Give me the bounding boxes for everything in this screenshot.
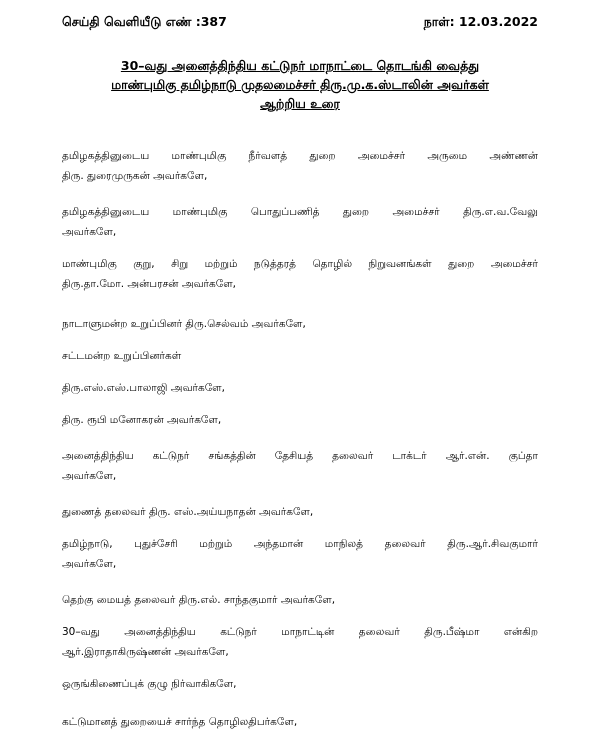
paragraph-line: ஒருங்கிணைப்புக் குழு நிர்வாகிகளே, xyxy=(62,678,237,690)
title-line-2: மாண்புமிகு தமிழ்நாடு முதலமைச்சர் திரு.மு.க.ஸ்டாலின் அவர்கள் xyxy=(111,77,489,92)
document-header xyxy=(62,14,538,34)
salutation-paragraph xyxy=(62,446,538,486)
paragraph-line: திரு.தா.மோ. அன்பரசன் அவர்களே, xyxy=(62,278,237,290)
paragraph-line: கட்டுமானத் துறையைச் சார்ந்த தொழிலதிபர்களே, xyxy=(62,716,298,728)
paragraph-line: சட்டமன்ற உறுப்பினர்கள் xyxy=(62,350,182,362)
speech-title xyxy=(40,56,560,113)
paragraph-line: 30–வது அனைத்திந்திய கட்டுநர் மாநாட்டின் தலைவர் திரு.பீஷ்மா என்கிற xyxy=(62,626,538,638)
title-line-3: ஆற்றிய உரை xyxy=(260,96,340,111)
salutation-paragraph xyxy=(62,314,538,334)
release-date: நாள்: 12.03.2022 xyxy=(423,14,538,29)
salutation-paragraph xyxy=(62,502,538,522)
paragraph-line: திரு. ரூபி மனோகரன் அவர்களே, xyxy=(62,414,222,426)
paragraph-line: மாண்புமிகு குறு, சிறு மற்றும் நடுத்தரத் தொழில் நிறுவனங்கள் துறை அமைச்சர் xyxy=(62,258,538,270)
salutation-paragraph xyxy=(62,202,538,242)
paragraph-line: அனைத்திந்திய கட்டுநர் சங்கத்தின் தேசியத் தலைவர் டாக்டர் ஆர்.என். குப்தா xyxy=(62,450,538,462)
paragraph-line: திரு. துரைமுருகன் அவர்களே, xyxy=(62,170,208,182)
paragraph-line: ஆர்.இராதாகிருஷ்ணன் அவர்களே, xyxy=(62,646,229,658)
salutation-paragraph xyxy=(62,410,538,430)
paragraph-line: துணைத் தலைவர் திரு. எஸ்.அய்யநாதன் அவர்களே, xyxy=(62,506,314,518)
paragraph-line: தெற்கு மையத் தலைவர் திரு.எல். சாந்தகுமார் அவர்களே, xyxy=(62,594,336,606)
salutation-paragraph xyxy=(62,146,538,186)
paragraph-line: அவர்களே, xyxy=(62,558,117,570)
paragraph-line: தமிழ்நாடு, புதுச்சேரி மற்றும் அந்தமான் மாநிலத் தலைவர் திரு.ஆர்.சிவகுமார் xyxy=(62,538,538,550)
salutation-paragraph xyxy=(62,534,538,574)
title-line-1: 30–வது அனைத்திந்திய கட்டுநர் மாநாட்டை தொடங்கி வைத்து xyxy=(120,58,480,73)
salutation-paragraph xyxy=(62,622,538,662)
paragraph-line: தமிழகத்தினுடைய மாண்புமிகு பொதுப்பணித் துறை அமைச்சர் திரு.எ.வ.வேலு xyxy=(62,206,538,218)
salutation-paragraph xyxy=(62,674,538,694)
salutation-paragraph xyxy=(62,712,538,732)
salutation-paragraph xyxy=(62,590,538,610)
paragraph-line: திரு.எஸ்.எஸ்.பாலாஜி அவர்களே, xyxy=(62,382,225,394)
salutation-paragraph xyxy=(62,254,538,294)
paragraph-line: அவர்களே, xyxy=(62,470,117,482)
salutation-paragraph xyxy=(62,378,538,398)
paragraph-line: அவர்களே, xyxy=(62,226,117,238)
release-number: செய்தி வெளியீடு எண் :387 xyxy=(62,14,227,29)
paragraph-line: தமிழகத்தினுடைய மாண்புமிகு நீர்வளத் துறை அமைச்சர் அருமை அண்ணன் xyxy=(62,150,538,162)
salutation-paragraph xyxy=(62,346,538,366)
paragraph-line: நாடாளுமன்ற உறுப்பினர் திரு.செல்வம் அவர்களே, xyxy=(62,318,306,330)
